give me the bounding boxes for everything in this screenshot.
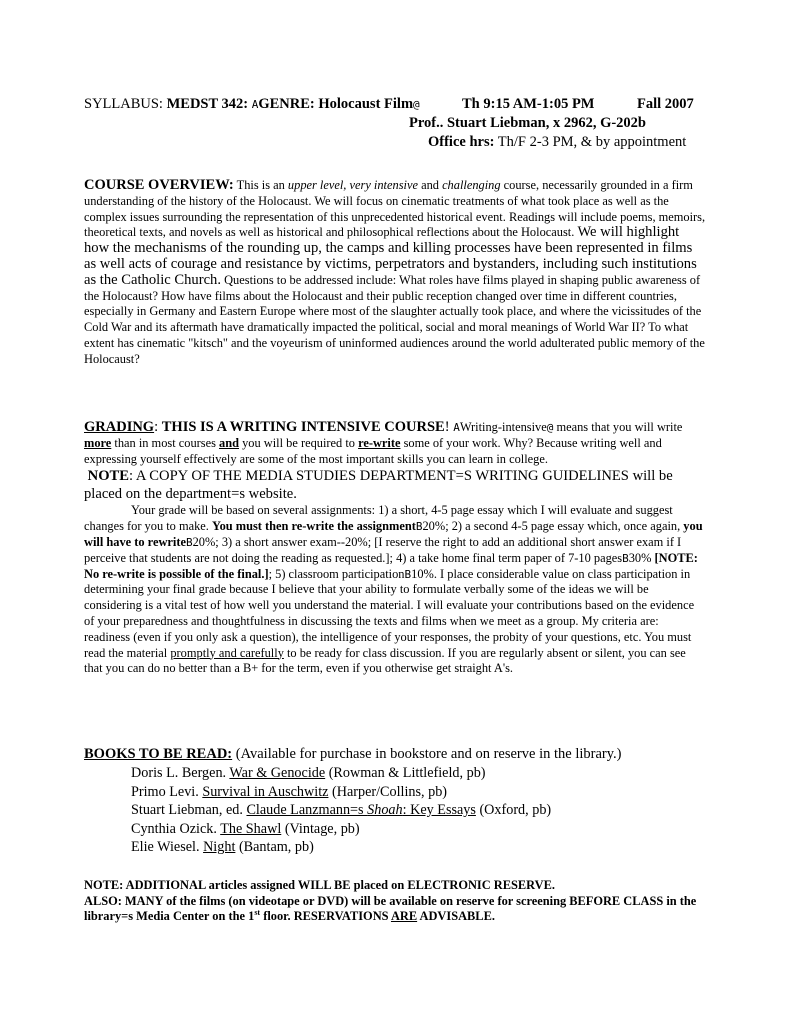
grading-text: some of your work. Why? Because writing well and expressing yourself effectively are some of the most important skills you can learn in college. — [84, 435, 662, 466]
book-title-italic: Shoah — [367, 802, 403, 819]
book-title: Claude Lanzmann=s — [246, 802, 368, 819]
emphasis-and: and — [219, 435, 239, 450]
note-text: : A COPY OF THE MEDIA STUDIES DEPARTMENT=S WRITING GUIDELINES will be placed on the department=s website. — [84, 468, 673, 503]
promptly-carefully: promptly and carefully — [170, 645, 284, 660]
class-time: Th 9:15 AM-1:05 PM — [462, 96, 595, 112]
syllabus-prefix: SYLLABUS: — [84, 96, 167, 112]
list-item — [131, 764, 707, 783]
book-publisher: (Oxford, pb) — [475, 802, 552, 819]
media-center-text: ALSO: MANY of the films (on videotape or DVD) will be available on reserve for screening BEFORE CLASS in the library=s Media Center on the 1 — [84, 893, 697, 924]
reserve-notes — [84, 878, 707, 925]
book-author: Stuart Liebman, ed. — [131, 802, 247, 819]
note-label: NOTE — [87, 468, 130, 485]
term: Fall 2007 — [637, 96, 694, 112]
emphasis-more: more — [84, 435, 112, 450]
book-list — [84, 764, 707, 857]
dash-glyph: B — [404, 567, 412, 581]
dash-glyph: B — [415, 520, 423, 534]
emphasis-are: ARE — [390, 909, 418, 924]
book-title: The Shawl — [220, 820, 282, 837]
header-line-1 — [84, 95, 420, 114]
book-title: : Key Essays — [402, 802, 476, 819]
professor-name: Prof.. Stuart Liebman — [409, 115, 546, 131]
list-item — [131, 783, 707, 802]
book-publisher: (Bantam, pb) — [235, 839, 314, 856]
office-hours-value: Th/F 2-3 PM, & by appointment — [494, 134, 687, 150]
book-author: Primo Levi. — [131, 783, 203, 800]
grading-exclamation: ! — [444, 419, 454, 435]
book-title: Survival in Auschwitz — [202, 783, 329, 800]
header-line-3 — [428, 133, 686, 151]
media-center-note — [84, 894, 707, 925]
grading-text: to be ready for class discussion. If you are regularly absent or silent, you can see that you can do no better than a B+ for the term, even if you otherwise get straight A's. — [84, 645, 686, 676]
books-section — [84, 745, 707, 857]
grading-text: ; 5) classroom participation — [268, 566, 405, 581]
list-item — [131, 820, 707, 839]
book-title: Night — [203, 839, 236, 856]
grading-text: means that you will write — [553, 420, 683, 434]
books-title: BOOKS TO BE READ: — [84, 746, 233, 762]
overview-emphasis-1: upper level, very intensive — [287, 178, 418, 192]
electronic-reserve-note: NOTE: ADDITIONAL articles assigned WILL BE placed on ELECTRONIC RESERVE. — [84, 878, 555, 892]
list-item — [131, 838, 707, 857]
overview-emphasis-2: challenging — [442, 178, 501, 192]
grading-paragraph-1 — [84, 420, 707, 467]
emphasis-rewrite: re-write — [358, 435, 401, 450]
grading-colon: : — [154, 419, 162, 435]
overview-text: This is an — [233, 178, 288, 192]
book-publisher: (Rowman & Littlefield, pb) — [325, 765, 486, 781]
grading-text: than in most courses — [111, 435, 220, 450]
list-item — [131, 801, 707, 820]
guidelines-note — [84, 467, 707, 503]
grading-title: GRADING — [84, 419, 155, 435]
professor-contact: , x 2962, G-202b — [545, 115, 646, 131]
grading-text: Writing-intensive — [459, 420, 547, 434]
quote-close-glyph: @ — [546, 421, 554, 434]
course-code: MEDST 342: — [166, 96, 252, 112]
header-line-2 — [409, 114, 646, 132]
book-title: War & Genocide — [229, 765, 326, 781]
book-author: Doris L. Bergen. — [131, 765, 230, 781]
ordinal-suffix: st — [254, 908, 261, 918]
books-subtitle: (Available for purchase in bookstore and on reserve in the library.) — [232, 746, 622, 762]
grading-text: 20%; 2) a second 4-5 page essay which, once again, — [422, 519, 684, 534]
course-genre: GENRE: Holocaust Film — [258, 96, 414, 112]
overview-text-large: We will highlight how the mechanisms of the rounding up, the camps and killing processes have been represented in films as well acts of courage and resistance by victims, perpetrators and bystanders, including such institutions as the Catholic Church. — [84, 224, 697, 288]
dash-glyph: B — [622, 551, 629, 565]
overview-text: course, necessarily grounded in a firm understanding of the history of the Holocaust. We will focus on cinematic treatments of what took place as well as the complex issues surrounding the representation of this unprecedented historical event. Readings will include poems, memoirs, theoretical texts, and novels as well as historical and philosophical reflections about the Holocaust. — [84, 178, 706, 240]
writing-intensive-heading: THIS IS A WRITING INTENSIVE COURSE — [161, 419, 445, 435]
media-center-text: floor. RESERVATIONS — [260, 909, 391, 924]
overview-questions: Questions to be addressed include: What roles have films played in shaping public awareness of the Holocaust? How have films about the Holocaust and their public reception changed over time in different countries, especially in Germany and Eastern Europe where most of the slaughter actually took place, and where the vicissitudes of the Cold War and its aftermath have dramatically impacted the political, social and moral meanings of World War II? To what extent has cinematic "kitsch" and the voyeurism of uninformed audiences around the world adulterated public memory of the Holocaust? — [84, 272, 705, 366]
books-heading — [84, 745, 707, 764]
grading-text: 10%. I place considerable value on class participation in determining your final grade because I believe that your ability to formulate verbally some of the ideas we will be considering is a vital test of how well you understand the material. I will evaluate your contributions based on the evidence of your preparedness and thoughtfulness in discussing the texts and films when we meet as a group. My criteria are: readiness (even if you only ask a question), the intelligence of your responses, the probity of your questions, etc. You must read the material — [84, 566, 695, 660]
book-author: Cynthia Ozick. — [131, 820, 221, 837]
grading-paragraph-2 — [84, 503, 707, 677]
grading-text: you will be required to — [239, 435, 359, 450]
media-center-text: ADVISABLE. — [417, 909, 495, 924]
grading-text: Your grade will be based on several assignments: 1) a short, 4-5 page essay which I will evaluate and suggest changes for you to make. — [84, 503, 673, 534]
grading-section — [84, 420, 707, 677]
overview-title: COURSE OVERVIEW: — [84, 177, 234, 193]
quote-open-glyph: A — [251, 98, 259, 111]
office-hours-label: Office hrs: — [428, 134, 495, 150]
course-overview — [84, 178, 707, 368]
quote-open-glyph: A — [453, 421, 460, 434]
book-publisher: (Vintage, pb) — [281, 820, 360, 837]
grading-text: 30% — [628, 550, 655, 565]
rewrite-emphasis-2: you will have to rewrite — [84, 519, 703, 549]
quote-close-glyph: @ — [413, 98, 420, 111]
book-author: Elie Wiesel. — [131, 839, 204, 856]
overview-text: and — [417, 178, 443, 192]
book-publisher: (Harper/Collins, pb) — [328, 783, 448, 800]
final-note: [NOTE: No re-write is possible of the final.] — [84, 550, 698, 581]
grading-text: 20%; 3) a short answer exam--20%; [I reserve the right to add an additional short answer exam if I perceive that students are not doing the reading as requested.]; 4) a take home final term paper of 7-10 pages — [84, 534, 682, 565]
rewrite-emphasis: You must then re-write the assignment — [212, 519, 416, 534]
dash-glyph: B — [185, 535, 193, 549]
